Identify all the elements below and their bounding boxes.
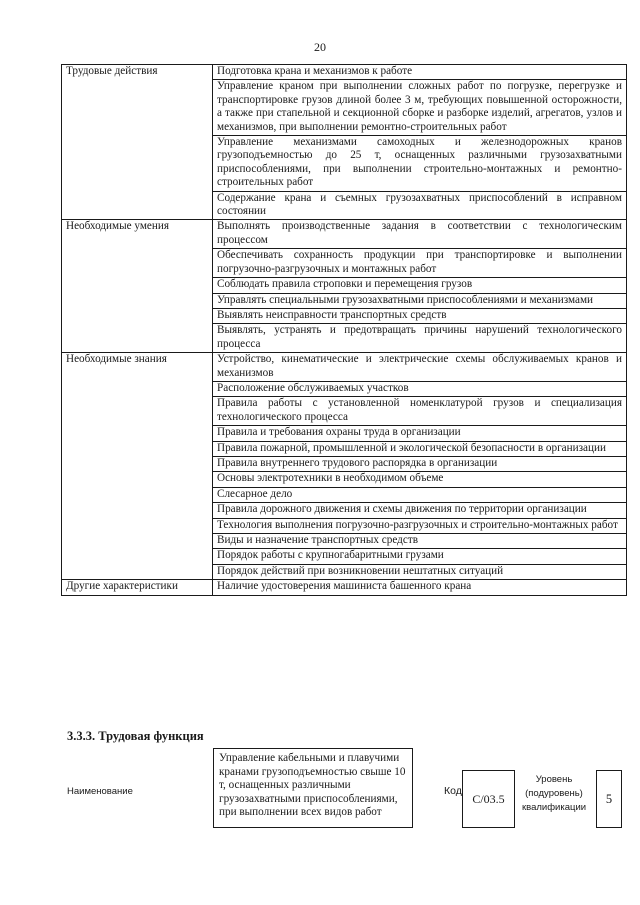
table-cell: Правила и требования охраны труда в организации	[213, 426, 627, 441]
section-heading: Другие характеристики	[62, 580, 213, 595]
table-cell: Содержание крана и съемных грузозахватных приспособлений в исправном состоянии	[213, 191, 627, 220]
qualification-level-label: Уровень (подуровень) квалификации	[522, 774, 587, 813]
qualification-level-box: 5	[596, 770, 622, 828]
table-cell: Виды и назначение транспортных средств	[213, 534, 627, 549]
table-row	[62, 220, 627, 249]
table-cell: Правила внутреннего трудового распорядка в организации	[213, 456, 627, 471]
table-cell: Устройство, кинематические и электрические схемы обслуживаемых кранов и механизмов	[213, 353, 627, 382]
table-cell: Соблюдать правила строповки и перемещения грузов	[213, 278, 627, 293]
table-cell: Управлять специальными грузозахватными приспособлениями и механизмами	[213, 293, 627, 308]
function-name-box: Управление кабельными и плавучими кранами грузоподъемностью свыше 10 т, оснащенных различными грузозахватными приспособлениями, при выполнении всех видов работ	[213, 748, 413, 828]
section-title: 3.3.3. Трудовая функция	[67, 729, 204, 743]
code-box: C/03.5	[462, 770, 515, 828]
name-label: Наименование	[67, 786, 133, 797]
section-heading: Необходимые умения	[62, 220, 213, 353]
table-cell: Порядок работы с крупногабаритными грузами	[213, 549, 627, 564]
table-cell: Слесарное дело	[213, 487, 627, 502]
labor-function-table	[61, 64, 627, 596]
table-cell: Обеспечивать сохранность продукции при транспортировке и выполнении погрузочно-разгрузочных и монтажных работ	[213, 249, 627, 278]
table-cell: Выполнять производственные задания в соответствии с технологическим процессом	[213, 220, 627, 249]
table-cell: Наличие удостоверения машиниста башенного крана	[213, 580, 627, 595]
table-cell: Управление механизмами самоходных и железнодорожных кранов грузоподъемностью до 25 т, оснащенных различными грузозахватными приспособлениями, при выполнении строительно-монтажных и ремонтно-строительных работ	[213, 136, 627, 192]
table-cell: Правила пожарной, промышленной и экологической безопасности в организации	[213, 441, 627, 456]
table-cell: Управление краном при выполнении сложных работ по погрузке, перегрузке и транспортировке грузов длиной более 3 м, требующих повышенной осторожности, а также при стапельной и секционной сборке и разборке изделий, агрегатов, узлов и механизмов, при выполнении ремонтно-строительных работ	[213, 80, 627, 136]
table-row	[62, 65, 627, 80]
table-row	[62, 353, 627, 382]
table-cell: Основы электротехники в необходимом объеме	[213, 472, 627, 487]
page-number: 20	[314, 40, 326, 54]
table-cell: Правила работы с установленной номенклатурой грузов и специализация технологического процесса	[213, 397, 627, 426]
table-cell: Правила дорожного движения и схемы движения по территории организации	[213, 503, 627, 518]
table-row	[62, 580, 627, 595]
section-heading: Трудовые действия	[62, 65, 213, 220]
table-cell: Расположение обслуживаемых участков	[213, 381, 627, 396]
code-label: Код	[444, 785, 462, 797]
table-cell: Порядок действий при возникновении нештатных ситуаций	[213, 564, 627, 579]
table-cell: Выявлять неисправности транспортных средств	[213, 308, 627, 323]
table-cell: Выявлять, устранять и предотвращать причины нарушений технологического процесса	[213, 324, 627, 353]
section-heading: Необходимые знания	[62, 353, 213, 580]
table-cell: Технология выполнения погрузочно-разгрузочных и строительно-монтажных работ	[213, 518, 627, 533]
table-cell: Подготовка крана и механизмов к работе	[213, 65, 627, 80]
